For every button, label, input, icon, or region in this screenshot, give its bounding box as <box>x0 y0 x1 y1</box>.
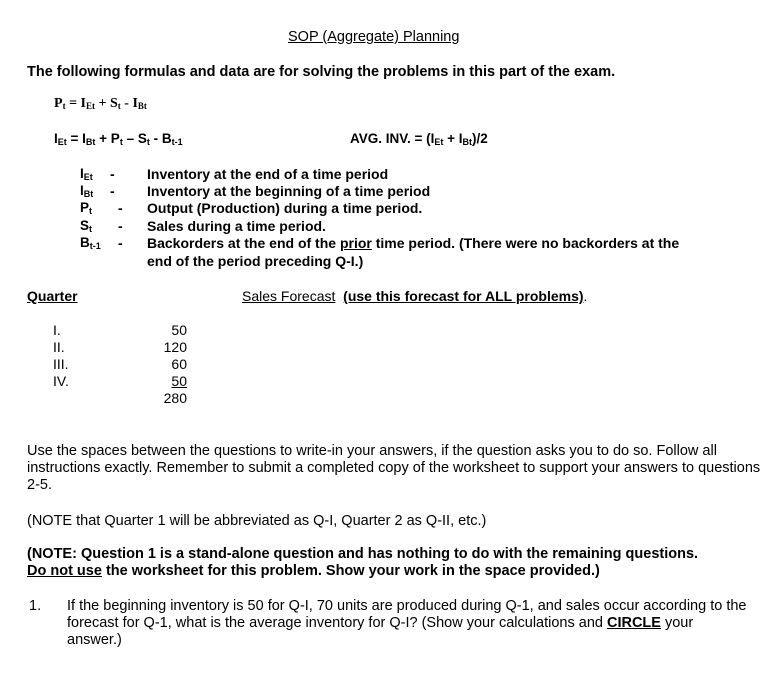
definition-text: Inventory at the beginning of a time period <box>147 183 431 199</box>
instructions-text: Use the spaces between the questions to write-in your answers, if the question asks you to do so. Follow all instructions exactly. Remember to submit a completed copy of the worksheet to support your answers to questions 2-5. <box>27 443 761 493</box>
forecast-header: Sales Forecast (use this forecast for ALL problems). <box>242 288 588 304</box>
definition-dash: - <box>118 200 123 216</box>
definition-text: Sales during a time period. <box>147 218 326 234</box>
definition-text-continued: end of the period preceding Q-I.) <box>147 253 364 269</box>
definition-dash: - <box>110 183 115 199</box>
definition-symbol: $P_t$ <box>80 200 93 216</box>
forecast-total: 280 <box>163 390 187 406</box>
definition-dash: - <box>110 166 115 182</box>
intro-text: The following formulas and data are for solving the problems in this part of the exam. <box>27 64 616 80</box>
quarter-header: Quarter <box>27 288 78 304</box>
question1-text: If the beginning inventory is 50 for Q-I, 70 units are produced during Q-1, and sales occur according to the forecast for Q-1, what is the average inventory for Q-I? (Show your calculations and CIRCLE your answer.) <box>67 598 747 648</box>
forecast-value: 120 <box>163 339 187 355</box>
definition-dash: - <box>118 235 123 251</box>
quarter-label: III. <box>53 356 69 372</box>
quarter-label: II. <box>53 339 65 355</box>
page-title: SOP (Aggregate) Planning <box>288 29 460 45</box>
note-question1: (NOTE: Question 1 is a stand-alone question and has nothing to do with the remaining questions. Do not use the worksheet for this problem. Show your work in the space provided.) <box>27 546 699 579</box>
quarter-label: IV. <box>53 373 69 389</box>
quarter-label: I. <box>53 322 61 338</box>
definition-symbol: $S_t$ <box>80 218 93 234</box>
note-quarter-abbreviation: (NOTE that Quarter 1 will be abbreviated as Q-I, Quarter 2 as Q-II, etc.) <box>27 513 487 529</box>
definition-symbol: $B_{t-1}$ <box>80 235 101 251</box>
forecast-value: 60 <box>171 356 187 372</box>
definition-symbol: $I_{Bt}$ <box>80 183 94 199</box>
formula-ending-inventory: $I_{Et} = I_{Bt} + P_t - S_t - B_{t-1}$ <box>54 131 183 147</box>
question-number: 1. <box>29 598 42 614</box>
definition-dash: - <box>118 218 123 234</box>
definition-symbol: $I_{Et}$ <box>80 166 93 182</box>
forecast-value: 50 <box>171 373 187 389</box>
definition-text: Output (Production) during a time period. <box>147 200 423 216</box>
formula-average-inventory: AVG. INV. = $(I_{Et} + I_{Bt})/2$ <box>350 131 488 147</box>
forecast-value: 50 <box>171 322 187 338</box>
definition-text: Backorders at the end of the prior time period. (There were no backorders at the <box>147 235 680 251</box>
formula-production: $P_t = I_{Et} + S_t - I_{Bt}$ <box>54 96 147 111</box>
definition-text: Inventory at the end of a time period <box>147 166 389 182</box>
